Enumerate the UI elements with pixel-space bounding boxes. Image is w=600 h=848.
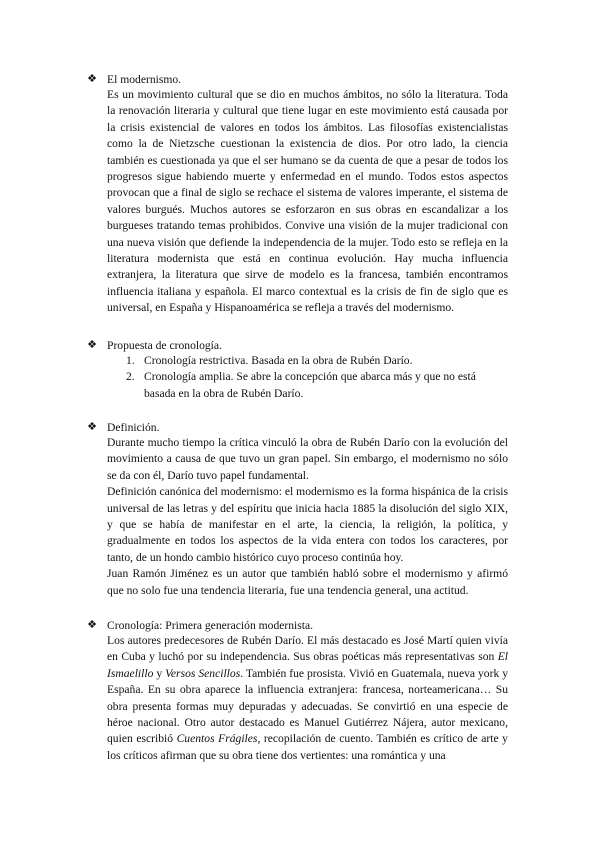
- work-title: El Ismaelillo: [107, 650, 508, 680]
- heading-text: Propuesta de cronología.: [107, 339, 222, 352]
- paragraph: Durante mucho tiempo la crítica vinculó la obra de Rubén Darío con la evolución del movimiento a causa de que tuvo un gran papel. Sin embargo, el modernismo no sólo se da con él, Darío tuvo papel fundamental.: [107, 436, 508, 482]
- section-body: [88, 435, 508, 599]
- heading-text: El modernismo.: [107, 73, 182, 86]
- text-run: Los autores predecesores de Rubén Darío. El más destacado es José Martí quien vivía en Cuba y luchó por su independencia. Sus obras poéticas más representativas son: [107, 634, 508, 664]
- section-propuesta-cronologia: [88, 338, 508, 402]
- diamond-bullet-icon: ❖: [87, 73, 97, 85]
- section-heading: [88, 338, 508, 353]
- numbered-list: [88, 353, 508, 402]
- list-item: [88, 353, 508, 369]
- section-body: [88, 87, 508, 317]
- text-run: , recopilación de cuento. También es crítico de arte y los críticos afirman que su obra tiene dos vertientes: una romántica y una: [107, 732, 508, 762]
- section-heading: [88, 72, 508, 87]
- paragraph: Juan Ramón Jiménez es un autor que también habló sobre el modernismo y afirmó que no solo fue una tendencia literaria, fue una tendencia general, una actitud.: [107, 567, 508, 597]
- section-heading: [88, 618, 508, 633]
- paragraph: Es un movimiento cultural que se dio en muchos ámbitos, no sólo la literatura. Toda la renovación literaria y cultural que tiene lugar en este movimiento está causada por la crisis existencial de valores en todos los ámbitos. Las filosofías existencialistas como la de Nietzsche cuestionan la existencia de dios. Por otro lado, la ciencia también es cuestionada ya que el ser humano se da cuenta de que a pesar de todos los progresos sigue habiendo muerte y enfermedad en el mundo. Todos estos aspectos provocan que a final de siglo se rechace el sistema de valores imperante, el sistema de valores burgués. Muchos autores se esforzaron en sus obras en escandalizar a los burgueses tratando temas prohibidos. Convive una visión de la mujer tradicional con una nueva visión que defiende la independencia de la mujer. Todo esto se refleja en la literatura modernista que está en continua evolución. Hay mucha influencia extranjera, la literatura que sirve de modelo es la francesa, también encontramos influencia italiana y española. El marco contextual es la crisis de fin de siglo que es universal, en España y Hispanoamérica se refleja a través del modernismo.: [107, 88, 508, 315]
- section-heading: [88, 420, 508, 435]
- list-item-text: Cronología restrictiva. Basada en la obra de Rubén Darío.: [144, 354, 413, 367]
- text-run: . También fue prosista. Vivió en Guatemala, nueva york y España. En su obra aparece la influencia extranjera: francesa, norteamericana… Su obra presenta formas muy depuradas y adecuadas. Se convirtió en una especie de héroe nacional. Otro autor destacado es Manuel Gutiérrez Nájera, autor mexicano, quien escribió: [107, 666, 509, 746]
- paragraph: [107, 633, 508, 764]
- list-number: 1.: [126, 354, 135, 367]
- list-item-text: Cronología amplia. Se abre la concepción que abarca más y que no está basada en la obra de Rubén Darío.: [144, 370, 476, 400]
- list-number: 2.: [126, 370, 135, 384]
- work-title: Versos Sencillos: [165, 666, 241, 680]
- section-primera-generacion: [88, 618, 508, 764]
- heading-text: Cronología: Primera generación modernista.: [107, 619, 314, 632]
- paragraph: Definición canónica del modernismo: el modernismo es la forma hispánica de la crisis universal de las letras y del espíritu que inicia hacia 1885 la disolución del siglo XIX, y que se había de manifestar en el arte, la ciencia, la religión, la política, y gradualmente en todos los aspectos de la vida entera con todos los caracteres, por tanto, de un hondo cambio histórico cuyo proceso continúa hoy.: [107, 485, 508, 564]
- list-item: [88, 369, 508, 402]
- diamond-bullet-icon: ❖: [87, 339, 97, 351]
- heading-text: Definición.: [107, 421, 160, 434]
- section-definicion: [88, 420, 508, 599]
- diamond-bullet-icon: ❖: [87, 619, 97, 631]
- text-run: y: [153, 666, 166, 680]
- section-modernismo: [88, 72, 508, 317]
- work-title: Cuentos Frágiles: [176, 732, 258, 746]
- diamond-bullet-icon: ❖: [87, 421, 97, 433]
- section-body: [88, 633, 508, 764]
